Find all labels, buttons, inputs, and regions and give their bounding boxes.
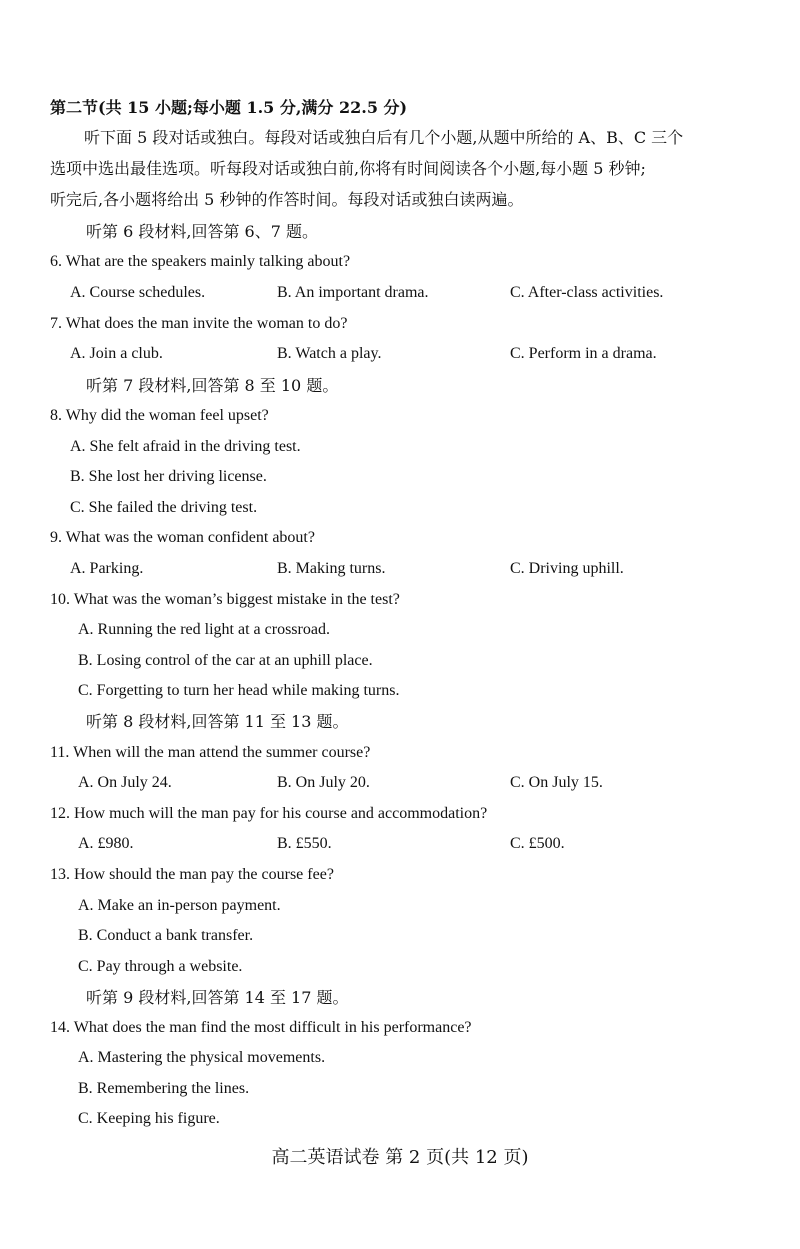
question-11-option-c: C. On July 15. [510,774,603,791]
question-14-option-b: B. Remembering the lines. [78,1080,250,1097]
section-title: 第二节(共 15 小题;每小题 1.5 分,满分 22.5 分) [50,98,408,117]
instruction-6: 听第 6 段材料,回答第 6、7 题。 [86,222,318,241]
question-10-option-b: B. Losing control of the car at an uphill place. [78,652,373,669]
question-8-option-a: A. She felt afraid in the driving test. [70,438,301,455]
question-13-option-a: A. Make an in-person payment. [78,897,281,914]
question-10-option-a: A. Running the red light at a crossroad. [78,621,330,638]
question-6-option-c: C. After-class activities. [510,284,664,301]
question-11-stem: 11. When will the man attend the summer course? [50,744,371,761]
question-13-option-b: B. Conduct a bank transfer. [78,927,254,944]
question-11-option-b: B. On July 20. [277,774,370,791]
question-9-option-c: C. Driving uphill. [510,560,624,577]
question-9-stem: 9. What was the woman confident about? [50,529,315,546]
question-6-option-a: A. Course schedules. [70,284,206,301]
question-12-option-c: C. £500. [510,835,565,852]
question-10-stem: 10. What was the woman’s biggest mistake in the test? [50,591,400,608]
question-8-option-b: B. She lost her driving license. [70,468,267,485]
question-7-stem: 7. What does the man invite the woman to do? [50,315,348,332]
question-14-option-c: C. Keeping his figure. [78,1110,220,1127]
instruction-8: 听第 8 段材料,回答第 11 至 13 题。 [86,712,349,731]
question-7-option-a: A. Join a club. [70,345,163,362]
question-6-option-b: B. An important drama. [277,284,429,301]
question-8-option-c: C. She failed the driving test. [70,499,258,516]
question-13-stem: 13. How should the man pay the course fee? [50,866,334,883]
question-12-option-b: B. £550. [277,835,332,852]
question-7-option-c: C. Perform in a drama. [510,345,657,362]
intro-line-2: 选项中选出最佳选项。听每段对话或独白前,你将有时间阅读各个小题,每小题 5 秒钟; [50,159,646,178]
question-13-option-c: C. Pay through a website. [78,958,243,975]
question-12-stem: 12. How much will the man pay for his course and accommodation? [50,805,488,822]
instruction-9: 听第 9 段材料,回答第 14 至 17 题。 [86,988,349,1007]
instruction-7: 听第 7 段材料,回答第 8 至 10 题。 [86,376,339,395]
question-7-option-b: B. Watch a play. [277,345,382,362]
question-12-option-a: A. £980. [78,835,134,852]
page-footer: 高二英语试卷 第 2 页(共 12 页) [271,1147,529,1168]
intro-line-1: 听下面 5 段对话或独白。每段对话或独白后有几个小题,从题中所给的 A、B、C 三个 [84,128,684,147]
question-14-stem: 14. What does the man find the most difficult in his performance? [50,1019,472,1036]
question-11-option-a: A. On July 24. [78,774,172,791]
question-6-stem: 6. What are the speakers mainly talking about? [50,253,351,270]
question-10-option-c: C. Forgetting to turn her head while making turns. [78,682,400,699]
question-14-option-a: A. Mastering the physical movements. [78,1049,326,1066]
question-8-stem: 8. Why did the woman feel upset? [50,407,269,424]
question-9-option-b: B. Making turns. [277,560,386,577]
question-9-option-a: A. Parking. [70,560,144,577]
intro-line-3: 听完后,各小题将给出 5 秒钟的作答时间。每段对话或独白读两遍。 [50,190,524,209]
